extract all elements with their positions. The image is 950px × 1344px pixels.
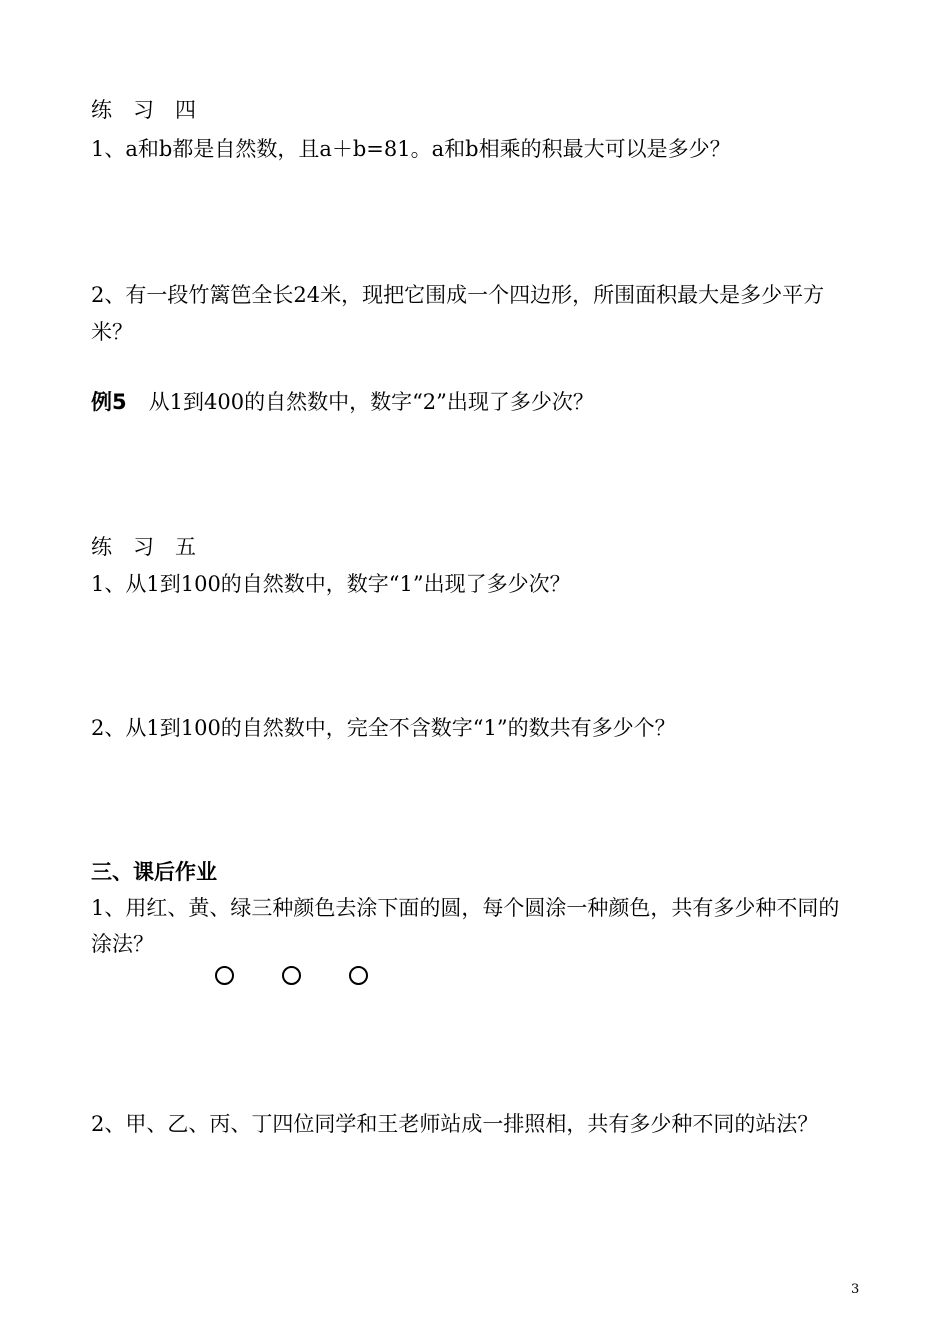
example5-label: 例5 xyxy=(91,390,127,414)
circle-1 xyxy=(215,966,234,985)
practice4-question-2-line1: 2、有一段竹篱笆全长24米，现把它围成一个四边形，所围面积最大是多少平方 xyxy=(91,283,825,307)
practice4-question-2-line2: 米？ xyxy=(91,320,133,344)
example5 xyxy=(91,388,594,416)
homework-question-1-line1: 1、用红、黄、绿三种颜色去涂下面的圆，每个圆涂一种颜色，共有多少种不同的 xyxy=(91,896,840,920)
practice5-question-2: 2、从1到100的自然数中，完全不含数字“1”的数共有多少个？ xyxy=(91,716,676,740)
circle-2 xyxy=(282,966,301,985)
circle-3 xyxy=(349,966,368,985)
practice4-heading: 练 习 四 xyxy=(91,98,196,122)
homework-question-2: 2、甲、乙、丙、丁四位同学和王老师站成一排照相，共有多少种不同的站法？ xyxy=(91,1112,819,1136)
example5-text: 从1到400的自然数中，数字“2”出现了多少次？ xyxy=(148,390,594,414)
page-number: 3 xyxy=(851,1282,860,1297)
practice5-heading: 练 习 五 xyxy=(91,535,196,559)
homework-heading: 三、课后作业 xyxy=(91,860,217,884)
practice4-question-1: 1、a和b都是自然数，且a＋b=81。a和b相乘的积最大可以是多少？ xyxy=(91,137,731,161)
practice5-question-1: 1、从1到100的自然数中，数字“1”出现了多少次？ xyxy=(91,572,571,596)
homework-question-1-line2: 涂法？ xyxy=(91,932,154,956)
